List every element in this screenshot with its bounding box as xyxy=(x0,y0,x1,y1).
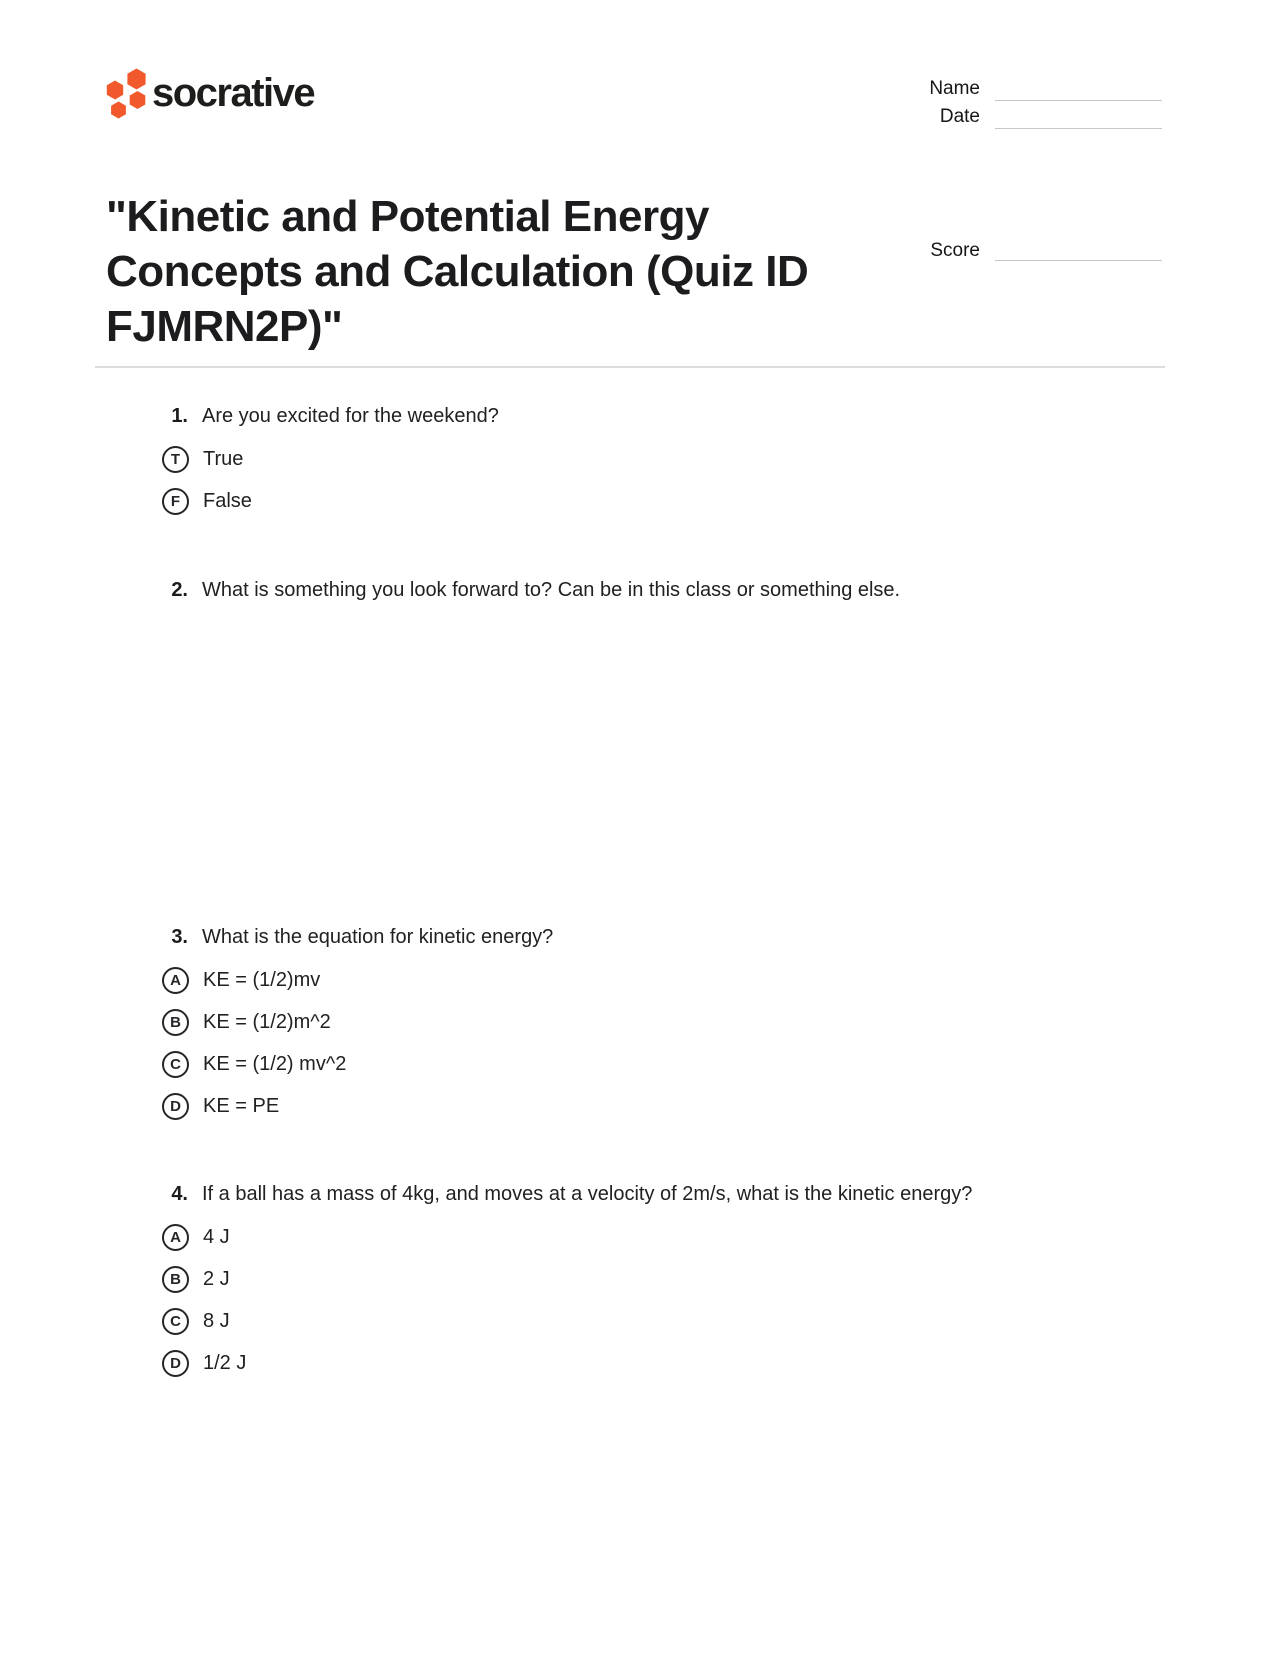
question-text: What is something you look forward to? Can be in this class or something else. xyxy=(202,579,901,601)
answer-option-false[interactable] xyxy=(162,480,499,522)
name-line xyxy=(995,100,1162,101)
option-label: 1/2 J xyxy=(203,1351,247,1374)
answer-option-A[interactable] xyxy=(162,959,553,1001)
answer-options xyxy=(162,438,499,522)
question-4 xyxy=(162,1181,972,1384)
brand-wordmark: socrative xyxy=(152,71,315,115)
answer-option-A[interactable] xyxy=(162,1216,972,1258)
question-number: 3. xyxy=(171,926,188,948)
answer-options xyxy=(162,1216,972,1384)
option-label: KE = (1/2)m^2 xyxy=(203,1010,331,1033)
answer-bubble-T[interactable] xyxy=(162,446,189,473)
option-label: KE = PE xyxy=(203,1094,280,1117)
answer-option-C[interactable] xyxy=(162,1043,553,1085)
option-letter: D xyxy=(170,1097,181,1115)
answer-options xyxy=(162,959,553,1127)
answer-option-D[interactable] xyxy=(162,1085,553,1127)
answer-option-D[interactable] xyxy=(162,1342,972,1384)
score-line xyxy=(995,260,1162,261)
option-letter: B xyxy=(170,1013,181,1031)
answer-bubble-C[interactable] xyxy=(162,1308,189,1335)
quiz-title: "Kinetic and Potential Energy Concepts and Calculation (Quiz ID FJMRN2P)" xyxy=(106,192,809,352)
option-label: KE = (1/2)mv xyxy=(203,968,321,991)
question-number: 2. xyxy=(171,579,188,601)
header-divider xyxy=(95,366,1165,368)
question-text: If a ball has a mass of 4kg, and moves at a velocity of 2m/s, what is the kinetic energy? xyxy=(202,1183,973,1205)
option-letter: F xyxy=(170,492,181,510)
option-label: 8 J xyxy=(203,1309,230,1332)
answer-option-true[interactable] xyxy=(162,438,499,480)
answer-bubble-F[interactable] xyxy=(162,488,189,515)
question-1 xyxy=(162,403,499,522)
option-label: True xyxy=(203,447,244,470)
option-letter: C xyxy=(170,1312,181,1330)
answer-option-B[interactable] xyxy=(162,1001,553,1043)
option-label: 4 J xyxy=(203,1225,230,1248)
option-letter: C xyxy=(170,1055,181,1073)
option-letter: B xyxy=(170,1270,181,1288)
option-letter: A xyxy=(170,1228,181,1246)
answer-bubble-A[interactable] xyxy=(162,967,189,994)
option-label: 2 J xyxy=(203,1267,230,1290)
date-label: Date xyxy=(939,106,980,127)
answer-bubble-A[interactable] xyxy=(162,1224,189,1251)
score-label: Score xyxy=(930,240,980,261)
option-letter: T xyxy=(170,450,181,468)
answer-option-B[interactable] xyxy=(162,1258,972,1300)
option-label: False xyxy=(203,489,252,512)
option-letter: D xyxy=(170,1354,181,1372)
question-3 xyxy=(162,924,553,1127)
name-label: Name xyxy=(929,78,980,99)
question-number: 4. xyxy=(171,1183,188,1205)
answer-bubble-B[interactable] xyxy=(162,1009,189,1036)
answer-bubble-B[interactable] xyxy=(162,1266,189,1293)
option-label: KE = (1/2) mv^2 xyxy=(203,1052,347,1075)
date-line xyxy=(995,128,1162,129)
answer-bubble-D[interactable] xyxy=(162,1350,189,1377)
question-number: 1. xyxy=(171,405,188,427)
answer-bubble-D[interactable] xyxy=(162,1093,189,1120)
open-response-area xyxy=(162,604,900,904)
answer-bubble-C[interactable] xyxy=(162,1051,189,1078)
option-letter: A xyxy=(170,971,181,989)
question-text: What is the equation for kinetic energy? xyxy=(202,926,554,948)
question-2 xyxy=(162,577,900,904)
question-text: Are you excited for the weekend? xyxy=(202,405,499,427)
answer-option-C[interactable] xyxy=(162,1300,972,1342)
